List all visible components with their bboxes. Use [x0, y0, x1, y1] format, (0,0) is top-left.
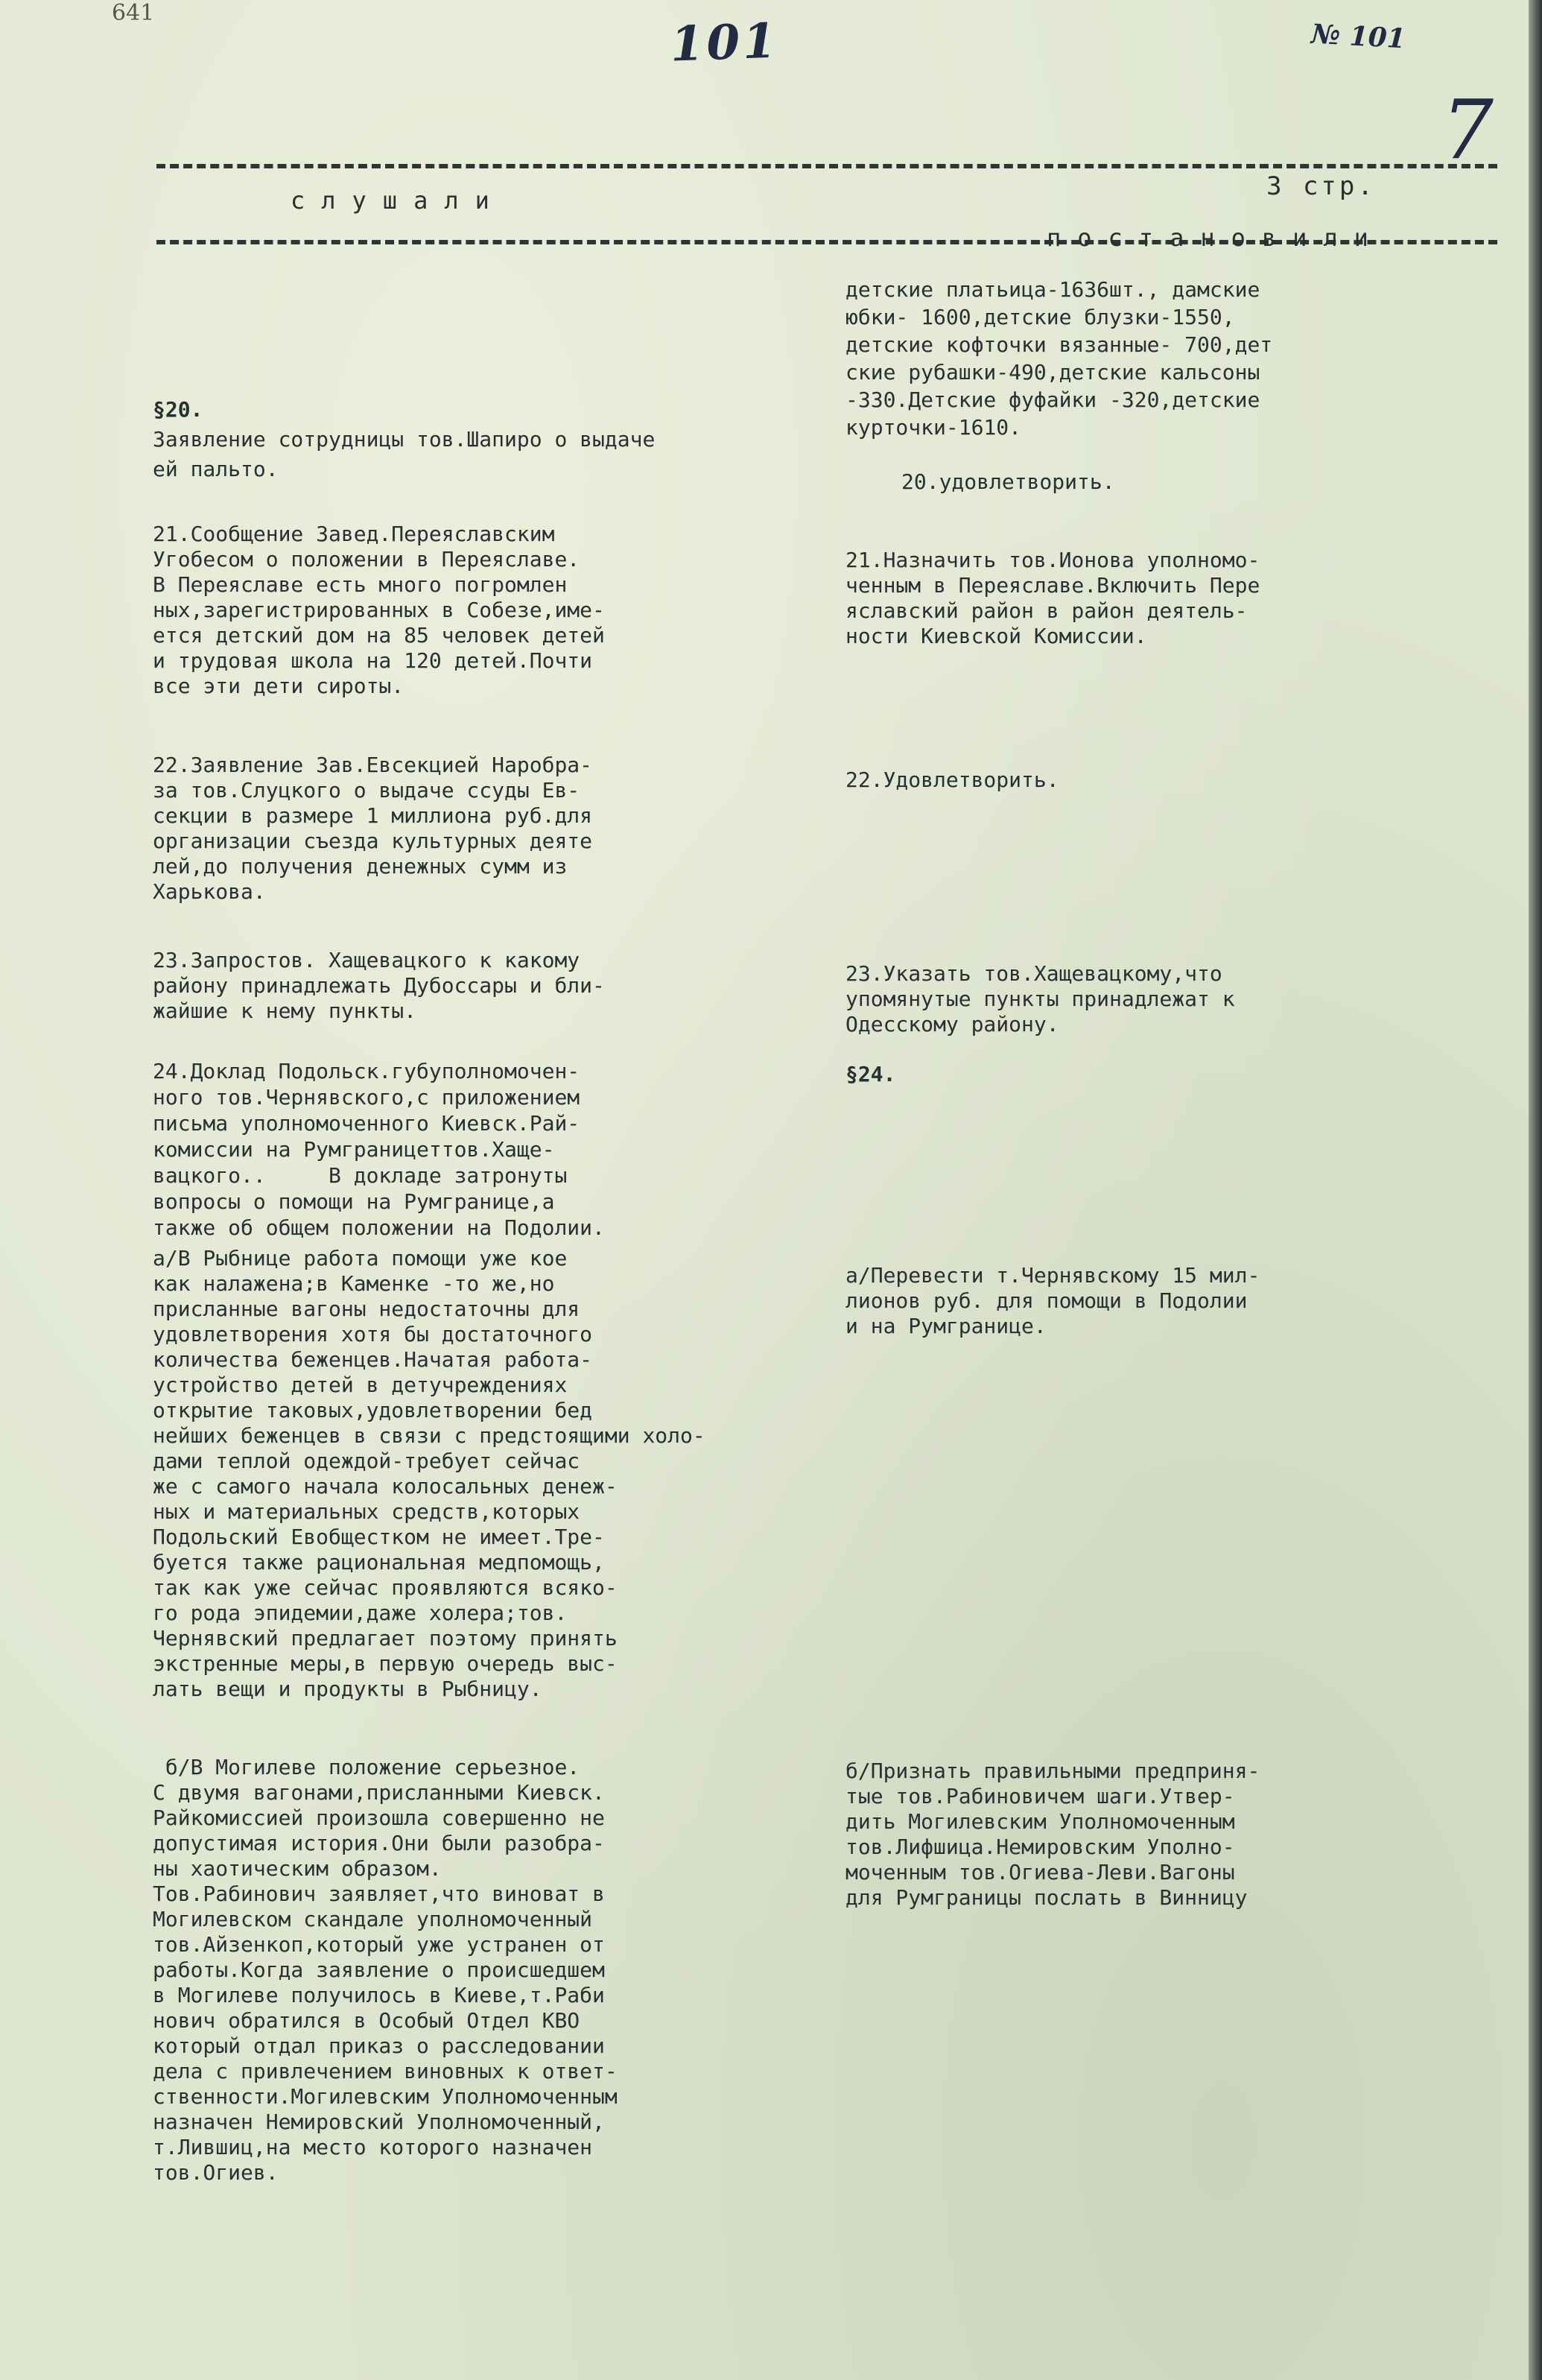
text-line: секции в размере 1 миллиона руб.для [153, 803, 593, 828]
text-line: лей,до получения денежных сумм из [153, 854, 568, 879]
text-line: б/В Могилеве положение серьезное. [153, 1755, 580, 1779]
text-line: который отдал приказ о расследовании [153, 2034, 605, 2058]
text-line: тые тов.Рабиновичем шаги.Утвер- [845, 1784, 1235, 1808]
text-line: дить Могилевским Уполномоченным [845, 1809, 1235, 1834]
text-line: го рода эпидемии,даже холера;тов. [153, 1601, 568, 1625]
text-line: курточки-1610. [845, 415, 1022, 440]
text-line: так как уже сейчас проявляются всяко- [153, 1575, 618, 1600]
text-line: вопросы о помощи на Румгранице,а [153, 1189, 555, 1214]
item-24b-decided [845, 1759, 1260, 1911]
text-line: вацкого.. В докладе затронуты [153, 1163, 568, 1188]
heading-decided: постановили [1047, 224, 1385, 252]
text-line: 21.Сообщение Завед.Переяславским [153, 522, 555, 546]
text-line: 24.Доклад Подольск.губуполномочен- [153, 1059, 580, 1083]
text-line: ется детский дом на 85 человек детей [153, 623, 605, 648]
text-line: лать вещи и продукты в Рыбницу. [153, 1677, 542, 1701]
text-line: буется также рациональная медпомощь, [153, 1550, 605, 1574]
text-line: тов.Лифшица.Немировским Уполно- [845, 1835, 1235, 1859]
text-line: Одесскому району. [845, 1012, 1059, 1036]
item-24a-heard [153, 1246, 705, 1702]
text-line: ны хаотическим образом. [153, 1856, 442, 1881]
text-line: ские рубашки-490,детские кальсоны [845, 360, 1260, 384]
text-line: детские кофточки вязанные- 700,дет [845, 332, 1273, 357]
text-line: жайшие к нему пункты. [153, 998, 417, 1023]
text-line: ных,зарегистрированных в Собезе,име- [153, 598, 605, 622]
text-line: назначен Немировский Уполномоченный, [153, 2110, 605, 2134]
item-22-decided [845, 768, 1059, 793]
text-line: же с самого начала колосальных денеж- [153, 1474, 618, 1498]
text-line: как налажена;в Каменке -то же,но [153, 1271, 555, 1296]
text-line: ности Киевской Комиссии. [845, 624, 1147, 648]
text-line: нович обратился в Особый Отдел КВО [153, 2008, 580, 2033]
text-line: В Переяславе есть много погромлен [153, 572, 568, 597]
text-line: -330.Детские фуфайки -320,детские [845, 387, 1260, 412]
text-line: также об общем положении на Подолии. [153, 1215, 605, 1240]
item-24a-decided [845, 1263, 1260, 1339]
text-line: для Румграницы послать в Винницу [845, 1885, 1248, 1910]
text-line: лионов руб. для помощи в Подолии [845, 1288, 1248, 1313]
item-23-decided [845, 961, 1235, 1037]
text-line: ей пальто. [153, 457, 279, 481]
section-number: §20. [153, 397, 203, 422]
text-line: в Могилеве получилось в Киеве,т.Раби [153, 1983, 605, 2007]
text-line: тов.Огиев. [153, 2160, 279, 2185]
text-line: присланные вагоны недостаточны для [153, 1297, 580, 1321]
text-line: ственности.Могилевским Уполномоченным [153, 2084, 618, 2109]
text-line: Харькова. [153, 879, 266, 904]
text-line: 22.Удовлетворить. [845, 768, 1059, 792]
item-21-decided [845, 548, 1260, 649]
text-line: письма уполномоченного Киевск.Рай- [153, 1111, 580, 1136]
text-line: экстренные меры,в первую очередь выс- [153, 1651, 618, 1676]
item-21-heard [153, 522, 605, 699]
text-line: дами теплой одеждой-требует сейчас [153, 1449, 580, 1473]
text-line: Чернявский предлагает поэтому принять [153, 1626, 618, 1651]
text-line: за тов.Слуцкого о выдаче ссуды Ев- [153, 778, 580, 803]
text-line: удовлетворения хотя бы достаточного [153, 1322, 593, 1346]
text-line: ного тов.Чернявского,с приложением [153, 1085, 580, 1110]
text-line: Заявление сотрудницы тов.Шапиро о выдаче [153, 427, 656, 452]
item-24-heard-intro [153, 1058, 605, 1241]
text-line: и трудовая школа на 120 детей.Почти [153, 648, 593, 673]
item-24b-heard [153, 1755, 618, 2186]
text-line: Тов.Рабинович заявляет,что виноват в [153, 1881, 605, 1906]
text-line: допустимая история.Они были разобра- [153, 1831, 605, 1855]
text-line: т.Лившиц,на место которого назначен [153, 2135, 593, 2159]
text-line: а/Перевести т.Чернявскому 15 мил- [845, 1263, 1260, 1288]
text-line: С двумя вагонами,присланными Киевск. [153, 1780, 605, 1805]
scan-edge [1529, 0, 1542, 2380]
handwritten-document-number: 101 [669, 13, 780, 73]
text-line: все эти дети сироты. [153, 674, 404, 698]
text-line: 22.Заявление Зав.Евсекцией Наробра- [153, 753, 593, 777]
text-line: Угобесом о положении в Переяславе. [153, 547, 580, 572]
continuation-block [845, 276, 1272, 441]
text-line: моченным тов.Огиева-Леви.Вагоны [845, 1860, 1235, 1884]
item-20-heard [153, 395, 655, 484]
heading-heard: слушали [291, 186, 506, 215]
item-20-decided [901, 469, 1115, 495]
text-line: работы.Когда заявление о происшедшем [153, 1958, 605, 1982]
item-23-heard [153, 948, 605, 1024]
text-line: яславский район в район деятель- [845, 598, 1248, 623]
text-line: юбки- 1600,детские блузки-1550, [845, 305, 1235, 329]
corner-stamp-number: № 101 [1310, 18, 1406, 55]
text-line: 23.Указать тов.Хащевацкому,что [845, 961, 1222, 986]
text-line: комиссии на Румграницеттов.Хаще- [153, 1137, 555, 1162]
text-line: ченным в Переяславе.Включить Пере [845, 573, 1260, 598]
text-line: 21.Назначить тов.Ионова уполномо- [845, 548, 1260, 572]
text-line: и на Румгранице. [845, 1314, 1047, 1338]
section-number: §24. [845, 1062, 896, 1086]
text-line: устройство детей в детучреждениях [153, 1373, 568, 1397]
text-line: 23.Запростов. Хащевацкого к какому [153, 948, 580, 972]
text-line: Райкомиссией произошла совершенно не [153, 1805, 605, 1830]
text-line: Подольский Евобщестком не имеет.Тре- [153, 1525, 605, 1549]
text-line: упомянутые пункты принадлежат к [845, 987, 1235, 1011]
text-line: организации съезда культурных деяте [153, 829, 593, 853]
page-label: 3 стр. [1266, 171, 1376, 201]
text-line: ных и материальных средств,которых [153, 1499, 580, 1524]
text-line: 20.удовлетворить. [901, 469, 1115, 494]
text-line: а/В Рыбнице работа помощи уже кое [153, 1246, 568, 1270]
item-24-decided-intro [845, 1062, 895, 1087]
text-line: району принадлежать Дубоссары и бли- [153, 973, 605, 998]
folio-number: 7 [1441, 82, 1494, 177]
item-22-heard [153, 753, 592, 905]
text-line: б/Признать правильными предприня- [845, 1759, 1260, 1783]
text-line: Могилевском скандале уполномоченный [153, 1907, 593, 1931]
corner-archive-mark: 641 [112, 0, 155, 26]
text-line: дела с привлечением виновных к ответ- [153, 2059, 618, 2083]
text-line: тов.Айзенкоп,который уже устранен от [153, 1932, 605, 1957]
text-line: детские платьица-1636шт., дамские [845, 277, 1260, 302]
top-dashed-rule [156, 164, 1497, 168]
text-line: количества беженцев.Начатая работа- [153, 1347, 593, 1372]
text-line: открытие таковых,удовлетворении бед [153, 1398, 593, 1422]
text-line: нейших беженцев в связи с предстоящими холо- [153, 1423, 705, 1448]
